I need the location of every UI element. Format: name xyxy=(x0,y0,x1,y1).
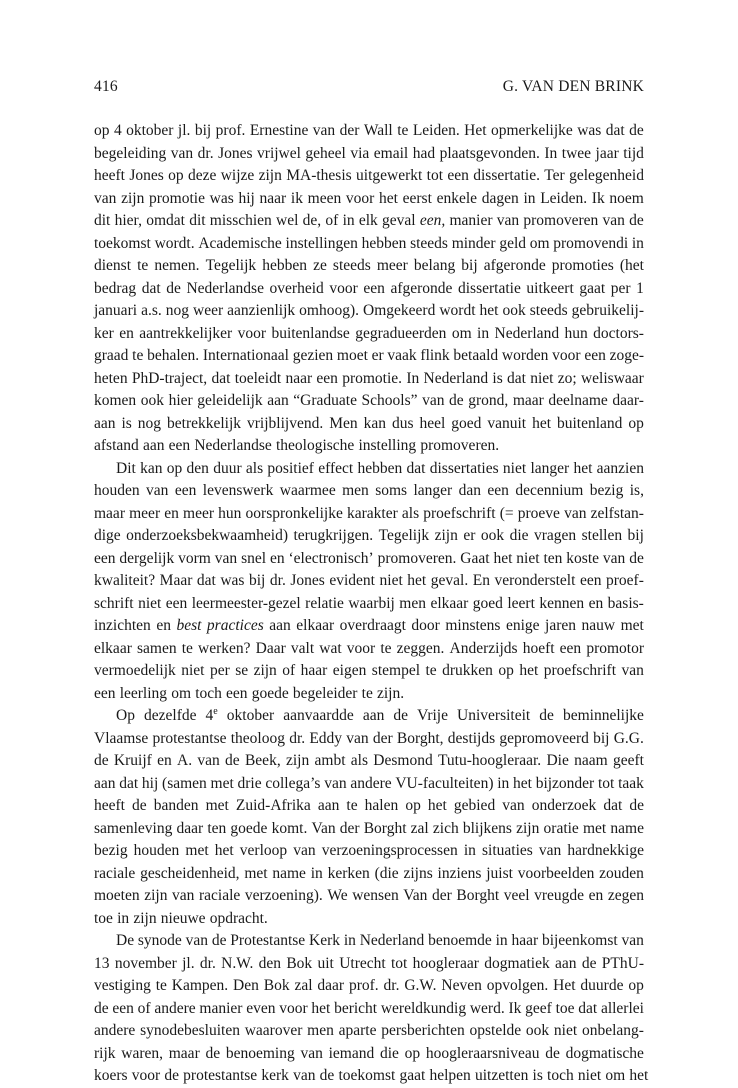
text-line: bedrag dat de Nederlandse overheid voor een afgeronde dissertatie uitkeert gaat per 1 xyxy=(94,279,644,297)
text-line: bezig houden met het verloop van verzoeningsprocessen in situaties van hardnekkige xyxy=(94,842,644,859)
text-line: aan dat hij (samen met drie collega’s van andere VU-faculteiten) in het bijzonder tot taak xyxy=(94,774,644,792)
text-line: komen ook hier geleidelijk aan “Graduate Schools” van de grond, maar deelname daar- xyxy=(94,392,644,409)
text-line: Vlaamse protestantse theoloog dr. Eddy van der Borght, destijds gepromoveerd bij G.G. xyxy=(94,729,644,747)
text-line: rijk waren, maar de benoeming van iemand die op hoogleraarsniveau de dogmatische xyxy=(94,1044,644,1062)
text-line: afstand aan een Nederlandse theologische instelling promoveren. xyxy=(94,437,500,454)
text-line: van zijn promotie was hij naar ik meen voor het eerst enkele dagen in Leiden. Ik noem xyxy=(94,189,644,207)
text-line: maar meer en meer hun oorspronkelijke karakter als proefschrift (= proeve van zelfstan- xyxy=(94,504,644,522)
text-line: kwaliteit? Maar dat was bij dr. Jones evident niet het geval. En veronderstelt een proef- xyxy=(94,572,644,589)
text-line: heeft Jones op deze wijze zijn MA-thesis uitgewerkt tot een dissertatie. Ter gelegenheid xyxy=(94,167,644,184)
text-line: moeten zijn van raciale verzoening). We wensen Van der Borght veel vreugde en zegen xyxy=(94,887,644,904)
text-line: op 4 oktober jl. bij prof. Ernestine van der Wall te Leiden. Het opmerkelijke was dat de xyxy=(94,122,644,139)
text-line: januari a.s. nog weer aanzienlijk omhoog). Omgekeerd wordt het ook steeds gebruikelij- xyxy=(94,302,644,319)
text-line: Dit kan op den duur als positief effect hebben dat dissertaties niet langer het aanzien xyxy=(116,459,644,477)
text-line: koers voor de protestantse kerk van de toekomst gaat helpen uitzetten is toch niet om het xyxy=(94,1067,649,1084)
text-line: de Kruijf en A. van de Beek, zijn ambt als Desmond Tutu-hoogleraar. Die naam geeft xyxy=(94,752,644,769)
text-line: een dergelijk vorm van snel en ‘electronisch’ promoveren. Gaat het niet ten koste van de xyxy=(94,549,644,567)
text-line: dienst te nemen. Tegelijk hebben ze steeds meer belang bij afgeronde promoties (het xyxy=(94,257,644,274)
text-line: 13 november jl. dr. N.W. den Bok uit Utrecht tot hoogleraar dogmatiek aan de PThU- xyxy=(94,954,644,972)
text-line: De synode van de Protestantse Kerk in Nederland benoemde in haar bijeenkomst van xyxy=(116,932,644,949)
text-line: een leerling om toch een goede begeleider te zijn. xyxy=(94,684,405,702)
text-line: heeft de banden met Zuid-Afrika aan te halen op het gebied van onderzoek dat de xyxy=(94,797,644,814)
text-line: andere synodebesluiten waarover men aparte persberichten opstelde ook niet onbelang- xyxy=(94,1022,644,1039)
text-line: toe in zijn nieuwe opdracht. xyxy=(94,909,268,927)
text-line: elkaar samen te werken? Daar valt wat voor te zeggen. Anderzijds hoeft een promotor xyxy=(94,639,644,657)
text-line: vermoedelijk niet per se zijn of haar eigen stempel te drukken op het proefschrift van xyxy=(94,662,644,679)
text-line: vestiging te Kampen. Den Bok zal daar prof. dr. G.W. Neven opvolgen. Het duurde op xyxy=(94,977,644,994)
body-text xyxy=(94,120,649,1088)
text-line: samenleving daar ten goede komt. Van der Borght zal zich blijkens zijn oratie met name xyxy=(94,819,644,837)
text-line: houden van een levenswerk waarmee men soms langer dan een decennium bezig is, xyxy=(94,482,644,499)
text-line: inzichten en best practices aan elkaar overdraagt door minstens enige jaren nauw met xyxy=(94,617,644,634)
text-line: de een of andere manier even voor het bericht wereldkundig werd. Ik geef toe dat allerlei xyxy=(94,999,644,1017)
paragraph xyxy=(94,458,644,706)
running-head xyxy=(94,78,644,96)
text-line: raciale gescheidenheid, met name in kerken (die zijns inziens juist voorbeelden zouden xyxy=(94,864,644,882)
text-line: dige onderzoeksbekwaamheid) terugkrijgen. Tegelijk zijn er ook die vragen stellen bij xyxy=(94,527,644,544)
page-number: 416 xyxy=(94,78,118,95)
paragraph xyxy=(94,705,644,930)
text-line: schrift niet een leermeester-gezel relatie waarbij men elkaar goed leert kennen en basis- xyxy=(94,594,644,612)
text-line: Op dezelfde 4e oktober aanvaardde aan de Vrije Universiteit de beminnelijke xyxy=(116,706,644,724)
paragraph xyxy=(94,930,649,1088)
text-line: graad te behalen. Internationaal gezien moet er vaak flink betaald worden voor een zoge- xyxy=(94,347,644,364)
text-line: ker en aantrekkelijker voor buitenlandse gegradueerden om in Nederland hun doctors- xyxy=(94,324,644,342)
paragraph xyxy=(94,120,644,458)
text-line: toekomst wordt. Academische instellingen hebben steeds minder geld om promovendi in xyxy=(94,234,644,252)
text-line: aan is nog betrekkelijk vrijblijvend. Men kan dus heel goed vanuit het buitenland op xyxy=(94,414,644,432)
text-line: begeleiding van dr. Jones vrijwel geheel via email had plaatsgevonden. In twee jaar tijd xyxy=(94,144,644,162)
text-line: heten PhD-traject, dat toeleidt naar een promotie. In Nederland is dat niet zo; weliswaar xyxy=(94,369,644,387)
running-title: G. VAN DEN BRINK xyxy=(502,78,644,95)
text-line: dit hier, omdat dit misschien wel de, of in elk geval een, manier van promoveren van de xyxy=(94,212,644,229)
